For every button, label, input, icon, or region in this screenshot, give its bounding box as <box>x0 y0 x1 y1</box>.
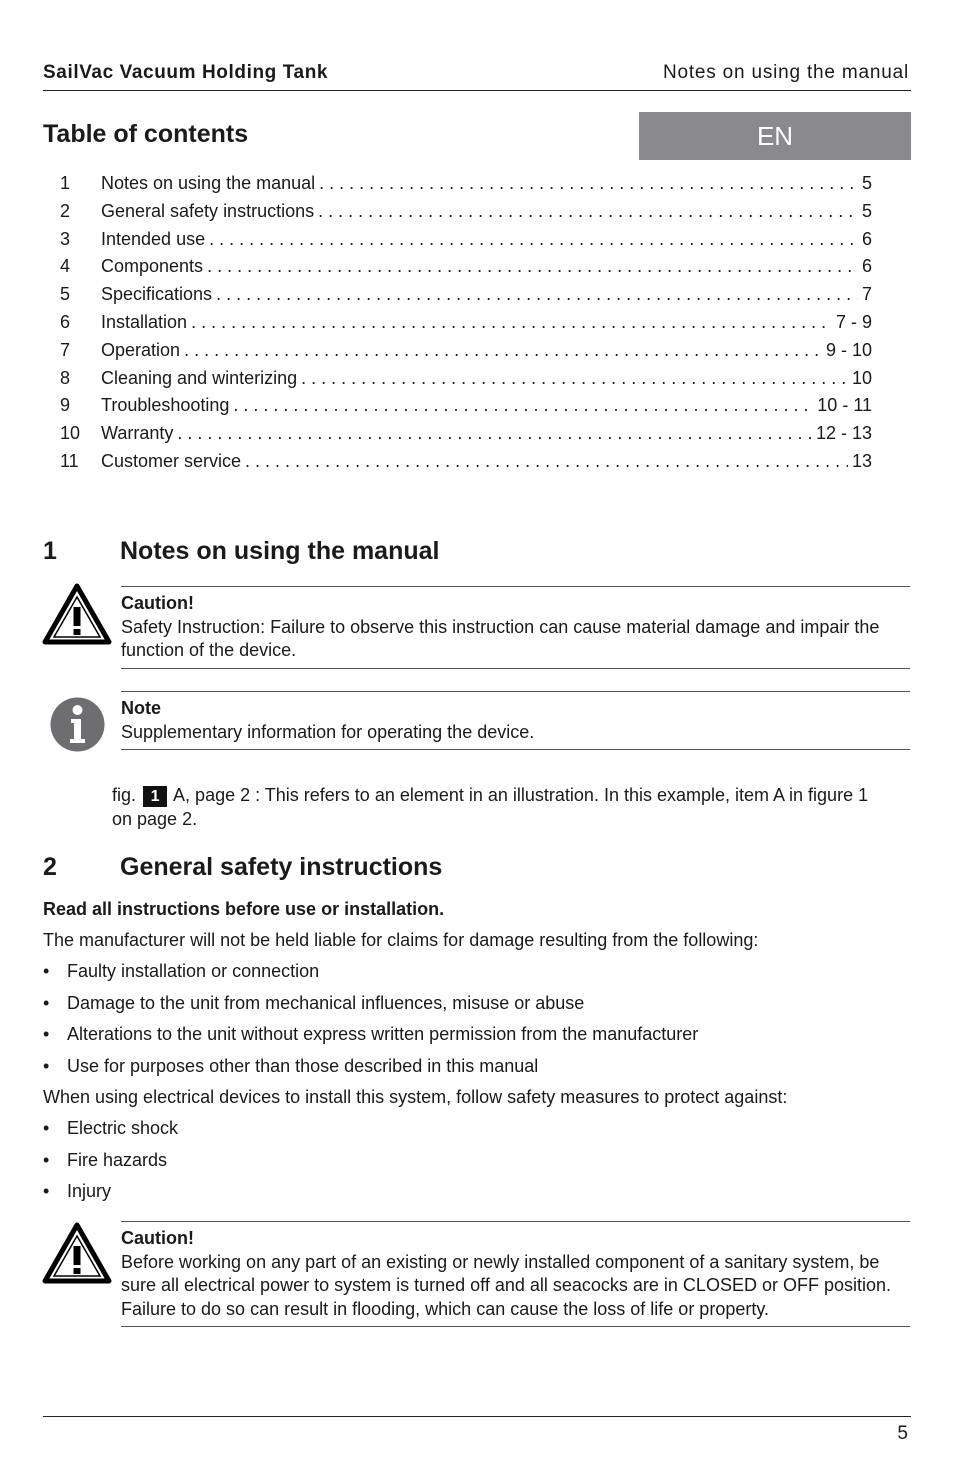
header-product-title: SailVac Vacuum Holding Tank <box>43 62 329 83</box>
table-of-contents <box>60 173 872 479</box>
footer-divider <box>43 1416 911 1417</box>
toc-entry-label: Notes on using the manual <box>101 173 316 193</box>
toc-leader-dots <box>177 423 812 444</box>
toc-entry-number: 7 <box>60 339 71 360</box>
toc-entry-page: 12 - 13 <box>815 423 872 444</box>
toc-entry[interactable] <box>60 451 872 479</box>
toc-entry-number: 9 <box>60 395 71 416</box>
toc-entry-page: 5 <box>861 173 872 193</box>
bullet-icon: • <box>43 1150 50 1170</box>
warning-triangle-icon <box>42 1222 112 1284</box>
toc-leader-dots <box>207 256 858 277</box>
toc-entry-page: 6 <box>861 228 872 249</box>
toc-entry-number: 3 <box>60 228 71 249</box>
toc-leader-dots <box>184 340 822 361</box>
section-1-heading <box>43 537 439 566</box>
section-number: 2 <box>43 853 57 881</box>
list-item <box>43 1024 698 1045</box>
toc-entry[interactable] <box>60 368 872 396</box>
list-item-text: Injury <box>67 1181 112 1201</box>
note-notice <box>121 691 910 750</box>
toc-entry-label: Warranty <box>101 423 174 444</box>
section-2-heading <box>43 853 442 882</box>
list-item-text: Fire hazards <box>67 1150 168 1170</box>
toc-entry-number: 10 <box>60 423 81 444</box>
toc-entry-label: Troubleshooting <box>101 395 230 416</box>
toc-entry[interactable] <box>60 173 872 201</box>
bullet-icon: • <box>43 961 50 981</box>
toc-entry[interactable] <box>60 340 872 368</box>
toc-entry[interactable] <box>60 284 872 312</box>
toc-entry-page: 9 - 10 <box>825 339 872 360</box>
toc-leader-dots <box>209 229 858 250</box>
header-section-title: Notes on using the manual <box>662 62 909 83</box>
toc-entry-page: 6 <box>861 256 872 277</box>
caution-notice <box>121 1221 910 1327</box>
toc-entry-number: 8 <box>60 367 71 388</box>
toc-entry-page: 10 - 11 <box>817 395 872 416</box>
toc-entry-label: General safety instructions <box>101 200 315 221</box>
section-title: Notes on using the manual <box>120 537 440 565</box>
toc-entry-page: 5 <box>861 200 872 221</box>
toc-entry-label: Installation <box>101 311 188 332</box>
toc-entry-number: 1 <box>60 173 71 193</box>
toc-entry[interactable] <box>60 256 872 284</box>
list-item <box>43 993 584 1014</box>
figure-reference-explanation <box>112 783 882 831</box>
toc-leader-dots <box>319 173 858 194</box>
language-badge: EN <box>639 112 911 160</box>
toc-entry-label: Components <box>101 256 204 277</box>
toc-title: Table of contents <box>43 120 249 148</box>
toc-entry-number: 4 <box>60 256 71 277</box>
bullet-icon: • <box>43 1181 50 1201</box>
caution-title: Caution! <box>121 593 194 613</box>
bullet-icon: • <box>43 1118 50 1138</box>
electrical-intro: When using electrical devices to install this system, follow safety measures to protect against: <box>43 1087 788 1107</box>
warning-triangle-icon <box>42 583 112 645</box>
toc-entry-page: 7 - 9 <box>835 311 872 332</box>
toc-entry-label: Customer service <box>101 450 242 471</box>
section-number: 1 <box>43 537 57 565</box>
fig-explanation-text: A, page 2 : This refers to an element in an illustration. In this example, item A in figure 1 on page 2. <box>112 785 869 829</box>
list-item <box>43 961 319 982</box>
toc-entry-page: 7 <box>861 284 872 305</box>
caution-title: Caution! <box>121 1228 194 1248</box>
caution-text: Before working on any part of an existing or newly installed component of a sanitary system, be sure all electrical power to system is turned off and all seacocks are in CLOSED or OFF position. Failure to do so can result in flooding, which can cause the loss of life or property. <box>121 1251 891 1319</box>
toc-leader-dots <box>233 395 813 416</box>
list-item-text: Faulty installation or connection <box>67 961 320 981</box>
toc-entry[interactable] <box>60 229 872 257</box>
list-item-text: Use for purposes other than those described in this manual <box>67 1056 539 1076</box>
toc-entry-number: 2 <box>60 200 71 221</box>
toc-leader-dots <box>216 284 858 305</box>
fig-prefix: fig. <box>112 785 137 805</box>
list-item <box>43 1056 538 1077</box>
bullet-icon: • <box>43 1056 50 1076</box>
header-divider <box>43 90 911 91</box>
caution-text: Safety Instruction: Failure to observe this instruction can cause material damage and impair the function of the device. <box>121 616 880 660</box>
toc-entry[interactable] <box>60 395 872 423</box>
toc-entry[interactable] <box>60 423 872 451</box>
toc-entry[interactable] <box>60 312 872 340</box>
figure-number-box: 1 <box>143 786 167 807</box>
page-number: 5 <box>897 1423 908 1444</box>
info-icon <box>50 697 105 752</box>
toc-entry-label: Operation <box>101 339 181 360</box>
read-all-instructions: Read all instructions before use or installation. <box>43 899 445 919</box>
toc-entry-page: 13 <box>851 450 872 471</box>
liability-intro: The manufacturer will not be held liable for claims for damage resulting from the following: <box>43 930 759 950</box>
toc-leader-dots <box>191 312 832 333</box>
note-text: Supplementary information for operating the device. <box>121 721 535 742</box>
toc-entry-number: 6 <box>60 311 71 332</box>
toc-entry-number: 5 <box>60 284 71 305</box>
note-title: Note <box>121 698 161 718</box>
list-item <box>43 1150 167 1171</box>
list-item-text: Electric shock <box>67 1118 179 1138</box>
list-item <box>43 1118 178 1139</box>
bullet-icon: • <box>43 1024 50 1044</box>
toc-entry-label: Intended use <box>101 228 206 249</box>
toc-entry-label: Specifications <box>101 284 213 305</box>
list-item <box>43 1181 111 1202</box>
bullet-icon: • <box>43 993 50 1013</box>
toc-entry-number: 11 <box>60 450 79 471</box>
section-title: General safety instructions <box>120 853 443 881</box>
list-item-text: Damage to the unit from mechanical influences, misuse or abuse <box>67 993 585 1013</box>
toc-entry-page: 10 <box>851 367 872 388</box>
caution-notice <box>121 586 910 669</box>
toc-entry[interactable] <box>60 201 872 229</box>
toc-entry-label: Cleaning and winterizing <box>101 367 298 388</box>
toc-leader-dots <box>318 201 858 222</box>
toc-leader-dots <box>301 368 848 389</box>
list-item-text: Alterations to the unit without express written permission from the manufacturer <box>67 1024 699 1044</box>
toc-leader-dots <box>245 451 848 472</box>
